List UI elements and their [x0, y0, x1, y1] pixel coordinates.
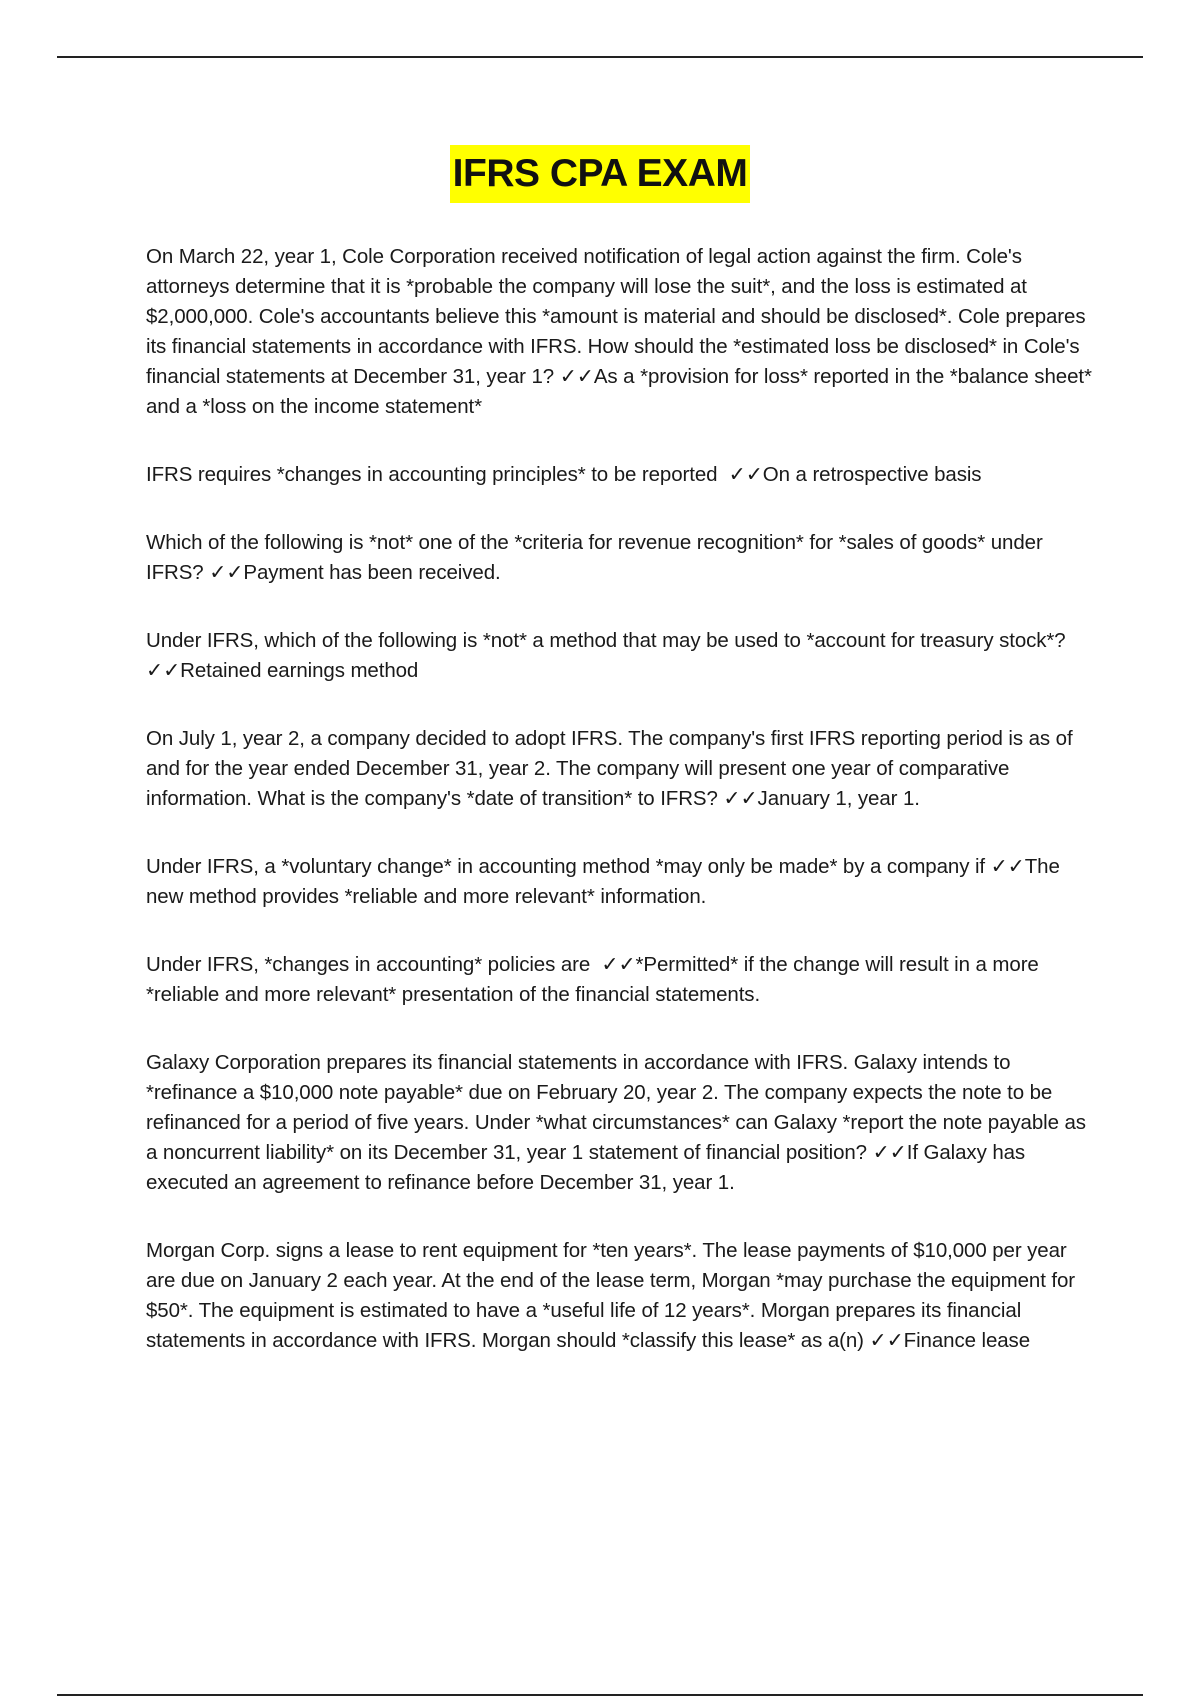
page-title: IFRS CPA EXAM	[450, 145, 751, 203]
answer-text: ✓✓On a retrospective basis	[728, 463, 982, 486]
question-text: On March 22, year 1, Cole Corporation received notification of legal action against the firm. Cole's attorneys determine that it is *probable the company will lose the suit*, and the loss is estimated at $2,000,000. Cole's accountants believe this *amount is material and should be disclosed*. Cole prepares its financial statements in accordance with IFRS. How should the *estimated loss be disclosed* in Cole's financial statements at December 31, year 1?	[146, 245, 1086, 388]
question-text: Morgan Corp. signs a lease to rent equipment for *ten years*. The lease payments of $10,000 per year are due on January 2 each year. At the end of the lease term, Morgan *may purchase the equipment for $50*. The equipment is estimated to have a *useful life of 12 years*. Morgan prepares its financial statements in accordance with IFRS. Morgan should *classify this lease* as a(n)	[146, 1239, 1076, 1352]
qa-item	[146, 852, 1092, 912]
qa-item	[146, 460, 1092, 490]
answer-text: ✓✓Payment has been received.	[209, 561, 501, 584]
qa-item	[146, 242, 1092, 422]
answer-text: ✓✓*Permitted* if the change will result in a more *reliable and more relevant* presentation of the financial statements.	[146, 953, 1039, 1006]
qa-item	[146, 626, 1092, 686]
qa-item	[146, 528, 1092, 588]
qa-item	[146, 1048, 1092, 1198]
bottom-rule	[57, 1694, 1143, 1696]
question-text: IFRS requires *changes in accounting principles* to be reported	[146, 463, 718, 486]
question-text: Under IFRS, a *voluntary change* in accounting method *may only be made* by a company if	[146, 855, 985, 878]
answer-text: ✓✓If Galaxy has executed an agreement to refinance before December 31, year 1.	[146, 1141, 1026, 1194]
question-text: Under IFRS, *changes in accounting* policies are	[146, 953, 591, 976]
qa-item	[146, 1236, 1092, 1356]
qa-item	[146, 950, 1092, 1010]
qa-list	[146, 242, 1092, 1394]
question-text: Galaxy Corporation prepares its financial statements in accordance with IFRS. Galaxy intends to *refinance a $10,000 note payable* due on February 20, year 2. The company expects the note to be refinanced for a period of five years. Under *what circumstances* can Galaxy *report the note payable as a noncurrent liability* on its December 31, year 1 statement of financial position?	[146, 1051, 1086, 1164]
answer-text: ✓✓January 1, year 1.	[723, 787, 920, 810]
qa-item	[146, 724, 1092, 814]
answer-text: ✓✓As a *provision for loss* reported in the *balance sheet* and a *loss on the income statement*	[146, 365, 1092, 418]
question-text: Under IFRS, which of the following is *not* a method that may be used to *account for treasury stock*?	[146, 629, 1066, 652]
answer-text: ✓✓The new method provides *reliable and more relevant* information.	[146, 855, 1060, 908]
question-text: Which of the following is *not* one of the *criteria for revenue recognition* for *sales of goods* under IFRS?	[146, 531, 1043, 584]
answer-text: ✓✓Retained earnings method	[146, 659, 419, 682]
top-rule	[57, 56, 1143, 58]
title-container	[0, 145, 1200, 203]
question-text: On July 1, year 2, a company decided to adopt IFRS. The company's first IFRS reporting period is as of and for the year ended December 31, year 2. The company will present one year of comparative information. What is the company's *date of transition* to IFRS?	[146, 727, 1073, 810]
answer-text: ✓✓Finance lease	[869, 1329, 1031, 1352]
